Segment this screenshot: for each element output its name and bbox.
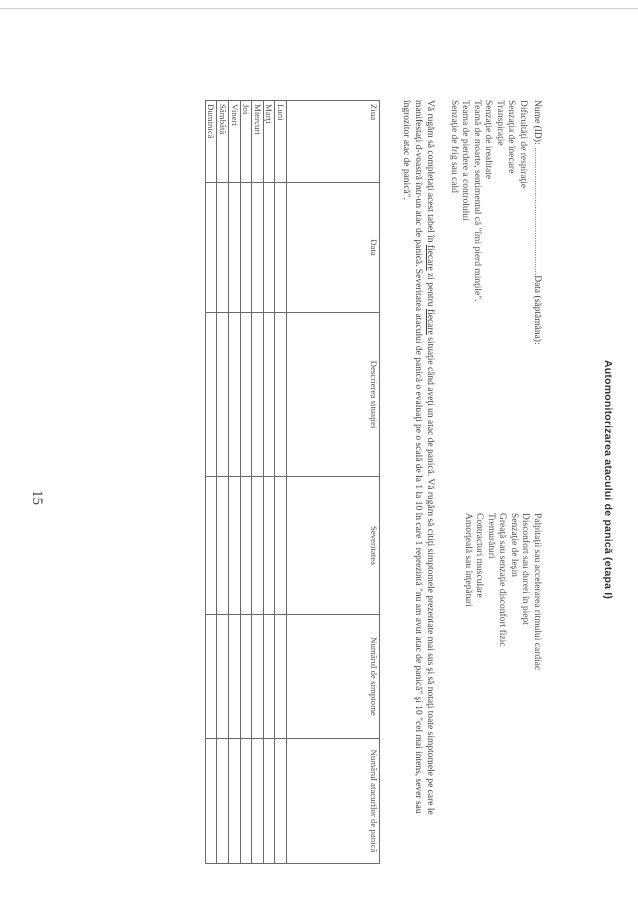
instructions-text: Vă rugăm să completaţi acest tabel în	[425, 100, 435, 245]
date-label: Data (săptămâna):	[532, 275, 542, 345]
entry-cell[interactable]	[217, 615, 229, 739]
day-cell: Joi	[240, 101, 252, 183]
day-cell: Marţi	[263, 101, 275, 183]
instructions-emphasis: fiecare	[425, 308, 435, 335]
table-header-row	[287, 101, 380, 864]
table-row	[217, 101, 229, 864]
table-row	[275, 101, 287, 864]
day-cell: Sâmbătă	[217, 101, 229, 183]
symptom-item: Palpitaţii sau accelerarea ritmului cardiac	[532, 513, 542, 671]
symptom-item: Contracturi musculare	[474, 513, 485, 598]
entry-cell[interactable]	[252, 615, 264, 739]
col-header-severity: Severitatea	[287, 477, 380, 615]
symptom-item: Greaţă sau senzaţie disconfort fizic	[497, 513, 508, 647]
table-row	[263, 101, 275, 864]
instructions-line	[424, 100, 436, 845]
entry-cell[interactable]	[240, 313, 252, 477]
entry-cell[interactable]	[263, 183, 275, 313]
page-number: 15	[29, 490, 45, 505]
entry-cell[interactable]	[263, 739, 275, 864]
symptom-item: Senzaţie de leşin	[509, 513, 519, 577]
symptom-item: Senzaţie de frig sau cald	[449, 100, 459, 193]
entry-cell[interactable]	[275, 313, 287, 477]
table-row	[240, 101, 252, 864]
entry-cell[interactable]	[275, 477, 287, 615]
entry-cell[interactable]	[217, 739, 229, 864]
entry-cell[interactable]	[217, 183, 229, 313]
day-cell: Luni	[275, 101, 287, 183]
instructions-line: manifestaţi d-voastră într-un atac de panică. Severitatea atacului de panică o evaluaţi pe o scală de la 1 la 10 în care 1 reprezintă "nu am avut atac de panică" şi 10 "cel mai intens, sever sau	[413, 100, 423, 814]
entry-cell[interactable]	[229, 615, 241, 739]
table-row	[205, 101, 217, 864]
entry-cell[interactable]	[229, 477, 241, 615]
col-header-attack-count: Numărul atacurilor de panică	[287, 739, 380, 864]
symptom-list-right	[462, 513, 543, 670]
entry-cell[interactable]	[205, 615, 217, 739]
entry-cell[interactable]	[263, 615, 275, 739]
entry-cell[interactable]	[229, 183, 241, 313]
table-body	[205, 101, 286, 864]
instructions-line: îngrozitor atac de panică".	[401, 100, 411, 200]
symptom-list-left	[448, 100, 529, 302]
entry-cell[interactable]	[240, 477, 252, 615]
entry-cell[interactable]	[275, 183, 287, 313]
entry-cell[interactable]	[252, 183, 264, 313]
name-label: Nume (ID):	[532, 100, 542, 145]
entry-cell[interactable]	[252, 477, 264, 615]
entry-cell[interactable]	[240, 615, 252, 739]
instructions-emphasis: fiecare	[425, 244, 435, 271]
entry-cell[interactable]	[263, 313, 275, 477]
entry-cell[interactable]	[217, 477, 229, 615]
table-row	[252, 101, 264, 864]
symptom-item: Disconfort sau dureri în piept	[520, 513, 531, 625]
day-cell: Miercuri	[252, 101, 264, 183]
entry-cell[interactable]	[205, 183, 217, 313]
entry-cell[interactable]	[240, 183, 252, 313]
table-row	[229, 101, 241, 864]
entry-cell[interactable]	[252, 313, 264, 477]
entry-cell[interactable]	[252, 739, 264, 864]
symptom-item: Teama de pierdere a controlului	[460, 100, 471, 221]
entry-cell[interactable]	[275, 739, 287, 864]
page-title: Automonitorizarea atacului de panică (etapa I)	[602, 360, 614, 600]
panic-log-table	[205, 100, 380, 864]
symptom-item: Amorţeală sau înţepături	[463, 513, 473, 607]
entry-cell[interactable]	[205, 477, 217, 615]
symptom-item: Tremurături	[486, 513, 496, 559]
id-date-line	[532, 100, 542, 345]
symptom-item: Teamă de moarte, sentimentul că "îmi pierd minţile".	[472, 100, 482, 302]
col-header-description: Descrierea situaţiei	[287, 313, 380, 477]
symptom-item: Transpiraţie	[495, 100, 505, 146]
entry-cell[interactable]	[229, 313, 241, 477]
symptom-item: Dificultăţi de respiraţie	[518, 100, 528, 189]
col-header-day: Ziua	[287, 101, 380, 183]
instructions-text: zi pentru	[425, 270, 435, 309]
entry-cell[interactable]	[217, 313, 229, 477]
day-cell: Duminică	[205, 101, 217, 183]
instructions-text: situaţie când aveţi un atac de panică. Vă rugăm să citiţi simptomele prezentate mai sus şi să notaţi toate simptomele pe care le	[425, 334, 435, 815]
day-cell: Vineri	[229, 101, 241, 183]
entry-cell[interactable]	[240, 739, 252, 864]
col-header-symptom-count: Numărul de simptome	[287, 615, 380, 739]
entry-cell[interactable]	[275, 615, 287, 739]
col-header-date: Data	[287, 183, 380, 313]
symptom-item: Senzaţia de înecare	[506, 100, 517, 174]
entry-cell[interactable]	[205, 739, 217, 864]
entry-cell[interactable]	[205, 313, 217, 477]
entry-cell[interactable]	[229, 739, 241, 864]
symptom-item: Senzaţie de irealitate	[483, 100, 494, 180]
entry-cell[interactable]	[263, 477, 275, 615]
name-field[interactable]: ......................................................	[532, 146, 542, 276]
instructions-paragraph	[400, 100, 436, 845]
